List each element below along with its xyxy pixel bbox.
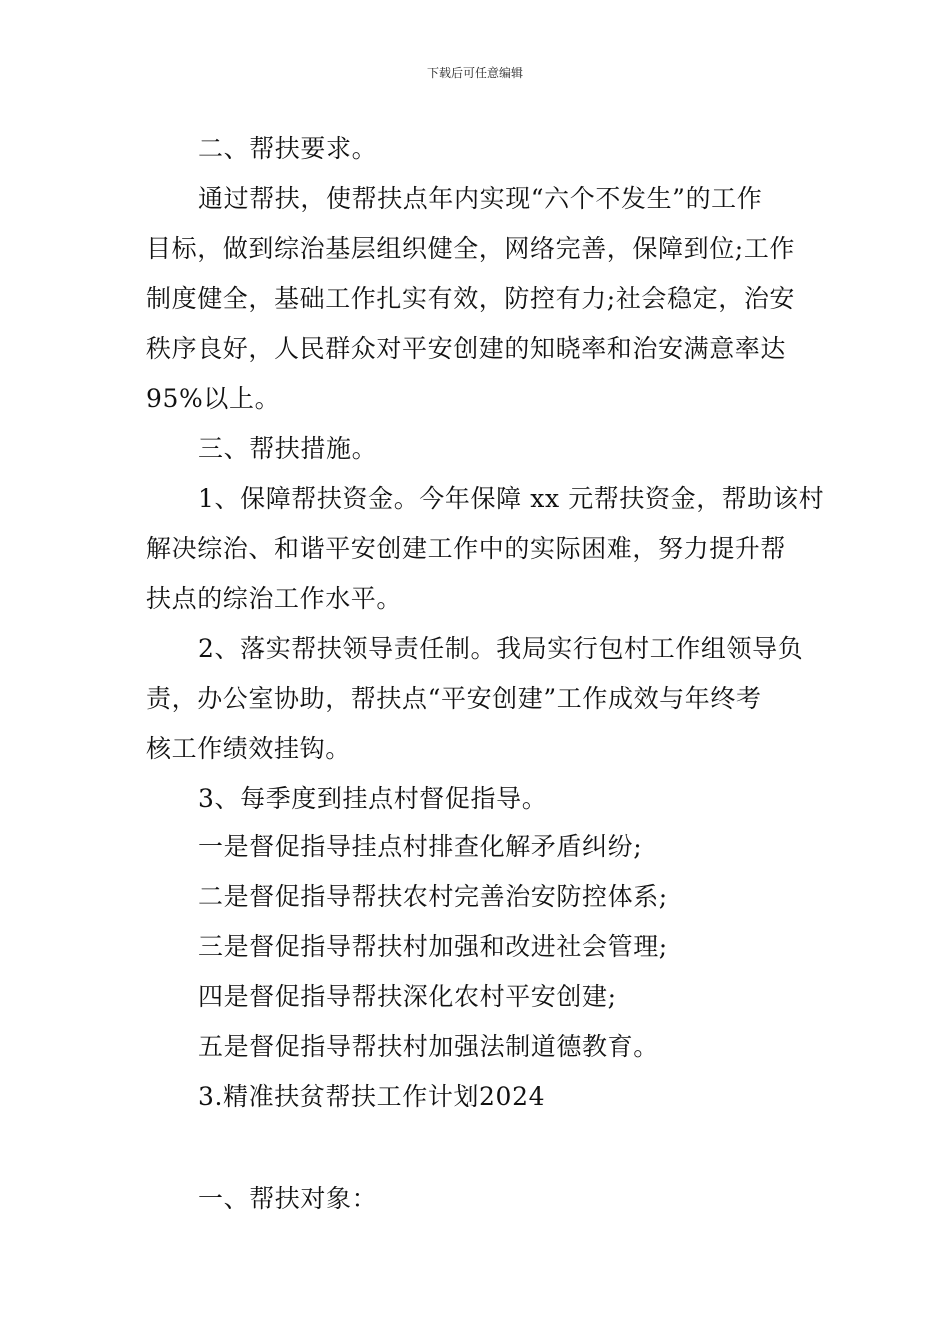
paragraph-line: 秩序良好，人民群众对平安创建的知晓率和治安满意率达: [146, 334, 787, 363]
list-item: 五是督促指导帮扶村加强法制道德教育。: [198, 1032, 659, 1061]
document-subtitle: 3.精准扶贫帮扶工作计划2024: [198, 1082, 546, 1111]
list-item: 一是督促指导挂点村排查化解矛盾纠纷;: [198, 832, 643, 861]
paragraph-line: 1、保障帮扶资金。今年保障 xx 元帮扶资金，帮助该村: [198, 484, 825, 513]
paragraph-line: 制度健全，基础工作扎实有效，防控有力;社会稳定，治安: [146, 284, 796, 313]
paragraph-line: 责，办公室协助，帮扶点“平安创建”工作成效与年终考: [146, 684, 762, 713]
paragraph-line: 95%以上。: [146, 384, 281, 413]
section-heading-targets: 一、帮扶对象：: [198, 1184, 378, 1213]
paragraph-line: 3、每季度到挂点村督促指导。: [198, 784, 548, 813]
paragraph-line: 2、落实帮扶领导责任制。我局实行包村工作组领导负: [198, 634, 804, 663]
paragraph-line: 目标，做到综治基层组织健全，网络完善，保障到位;工作: [146, 234, 796, 263]
section-heading-measures: 三、帮扶措施。: [198, 434, 378, 463]
section-heading-requirements: 二、帮扶要求。: [198, 134, 378, 163]
list-item: 三是督促指导帮扶村加强和改进社会管理;: [198, 932, 668, 961]
paragraph-line: 通过帮扶，使帮扶点年内实现“六个不发生”的工作: [198, 184, 763, 213]
page-header: 下载后可任意编辑: [426, 66, 523, 80]
list-item: 二是督促指导帮扶农村完善治安防控体系;: [198, 882, 668, 911]
paragraph-line: 解决综治、和谐平安创建工作中的实际困难，努力提升帮: [146, 534, 787, 563]
paragraph-line: 扶点的综治工作水平。: [146, 584, 403, 613]
paragraph-line: 核工作绩效挂钩。: [146, 734, 351, 763]
list-item: 四是督促指导帮扶深化农村平安创建;: [198, 982, 617, 1011]
